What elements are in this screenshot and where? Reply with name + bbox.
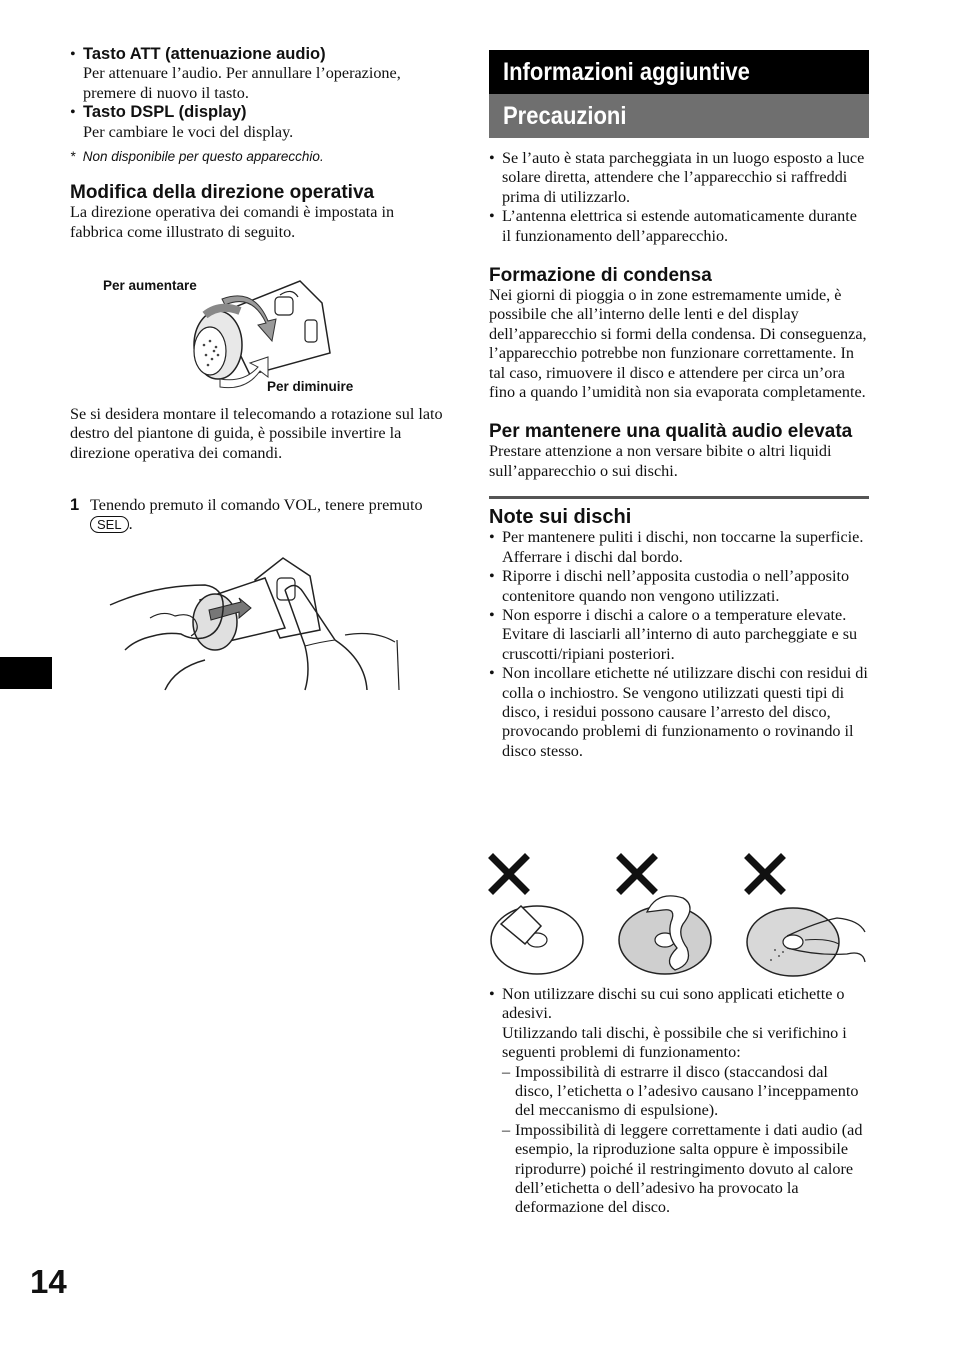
right-column <box>489 50 869 761</box>
step-body <box>70 496 448 535</box>
step-1 <box>70 496 448 535</box>
rotary-commander-figure <box>100 270 390 400</box>
disc-with-label-icon <box>491 906 583 974</box>
att-item <box>70 45 448 103</box>
cross-icon <box>621 858 653 890</box>
disc-warnings-illustration <box>487 852 872 982</box>
discs-heading: Note sui dischi <box>489 506 632 529</box>
disc-note-item: • Riporre i dischi nell’apposita custodia o nell’apposito contenitore quando non vengono utilizzati. <box>489 567 869 606</box>
footnote-text: Non disponibile per questo apparecchio. <box>82 149 324 165</box>
disc-note-item: • Non incollare etichette né utilizzare dischi con residui di colla o inchiostro. Se vengono utilizzati questi tipi di disco, i residui possono causare l’arresto del disco, provocando problemi di funzionamento o rovinando il disco stesso. <box>489 664 869 761</box>
labels-section <box>489 985 869 1218</box>
labels-note-2: Utilizzando tali dischi, è possibile che si verifichino i seguenti problemi di funzionamento: <box>502 1023 847 1062</box>
condensation-text: Nei giorni di pioggia o in zone estremamente umide, è possibile che all’interno delle lenti e del display dell’apparecchio si formi della condensa. Di conseguenza, l’apparecchio potrebbe non funzionare correttamente. In tal caso, rimuovere il disco e attendere per circa un’ora fino a quando l’umidità non sia evaporata completamente. <box>489 286 867 402</box>
disc-notes-list <box>489 528 869 761</box>
step-end: . <box>128 515 133 534</box>
sel-key: SEL <box>90 516 129 533</box>
subsection-title <box>489 94 869 138</box>
dspl-item <box>70 103 448 142</box>
problem-item: – Impossibilità di estrarre il disco (staccandosi dal disco, l’etichetta o l’adesivo causano l’inceppamento del meccanismo di espulsione). <box>502 1063 869 1121</box>
label-increase: Per aumentare <box>103 278 197 293</box>
condensation-heading: Formazione di condensa <box>489 265 712 287</box>
direction-heading: Modifica della direzione operativa <box>70 182 375 204</box>
rotary-commander-illustration <box>180 275 340 395</box>
disc-note-item: • Per mantenere puliti i dischi, non toccarne la superficie. Afferrare i dischi dal bordo. <box>489 528 869 567</box>
disc-note-item: • Non esporre i dischi a calore o a temperature elevate. Evitare di lasciarli all’interno di auto parcheggiate e su cruscotti/ripiani posteriori. <box>489 606 869 664</box>
disc-with-residue-icon <box>747 908 865 976</box>
step-text: Tenendo premuto il comando VOL, tenere premuto <box>90 496 423 514</box>
section-tab <box>0 657 52 689</box>
quality-text: Prestare attenzione a non versare bibite o altri liquidi sull’apparecchio o sui dischi. <box>489 442 832 480</box>
left-column <box>70 45 448 242</box>
subsection-title-text: Precauzioni <box>503 102 627 130</box>
footnote <box>70 147 448 166</box>
page-number: 14 <box>30 1263 67 1300</box>
direction-text: La direzione operativa dei comandi è impostata in fabbrica come illustrato di seguito. <box>70 203 395 241</box>
step-number: 1 <box>70 496 80 514</box>
att-text: Per attenuare l’audio. Per annullare l’operazione, premere di nuovo il tasto. <box>83 64 401 102</box>
cross-icon <box>493 858 525 890</box>
label-decrease: Per diminuire <box>267 379 354 394</box>
dspl-title: • Tasto DSPL (display) <box>83 103 247 122</box>
att-title: • Tasto ATT (attenuazione audio) <box>83 45 326 63</box>
problem-item: – Impossibilità di leggere correttamente i dati audio (ad esempio, la riproduzione salta oppure è impossibile riprodurre) poiché il restringimento dovuto al calore dell’etichetta o dell’adesivo ha provocato la deformazione del disco. <box>502 1121 869 1218</box>
labels-note: • Non utilizzare dischi su cui sono applicati etichette o adesivi. <box>502 985 845 1023</box>
precaution-item: • L’antenna elettrica si estende automaticamente durante il funzionamento dell’apparecchio. <box>489 207 869 246</box>
section-title-text: Informazioni aggiuntive <box>503 58 750 86</box>
quality-heading: Per mantenere una qualità audio elevata <box>489 421 853 443</box>
precaution-item: • Se l’auto è stata parcheggiata in un luogo esposto a luce solare diretta, attendere che l’apparecchio si raffreddi prima di utilizzarlo. <box>489 149 869 207</box>
cross-icon <box>749 858 781 890</box>
section-title <box>489 50 869 94</box>
hand-operation-illustration <box>105 550 405 700</box>
dspl-text: Per cambiare le voci del display. <box>83 122 294 141</box>
reverse-text: Se si desidera montare il telecomando a rotazione sul lato destro del piantone di guida, è possibile invertire la direzione operativa dei comandi. <box>70 405 443 462</box>
precautions-list <box>489 149 869 246</box>
disc-with-sticker-icon <box>619 896 711 974</box>
section-divider <box>489 496 869 499</box>
footnote-mark: * <box>70 149 76 165</box>
labels-note-item <box>489 985 869 1218</box>
